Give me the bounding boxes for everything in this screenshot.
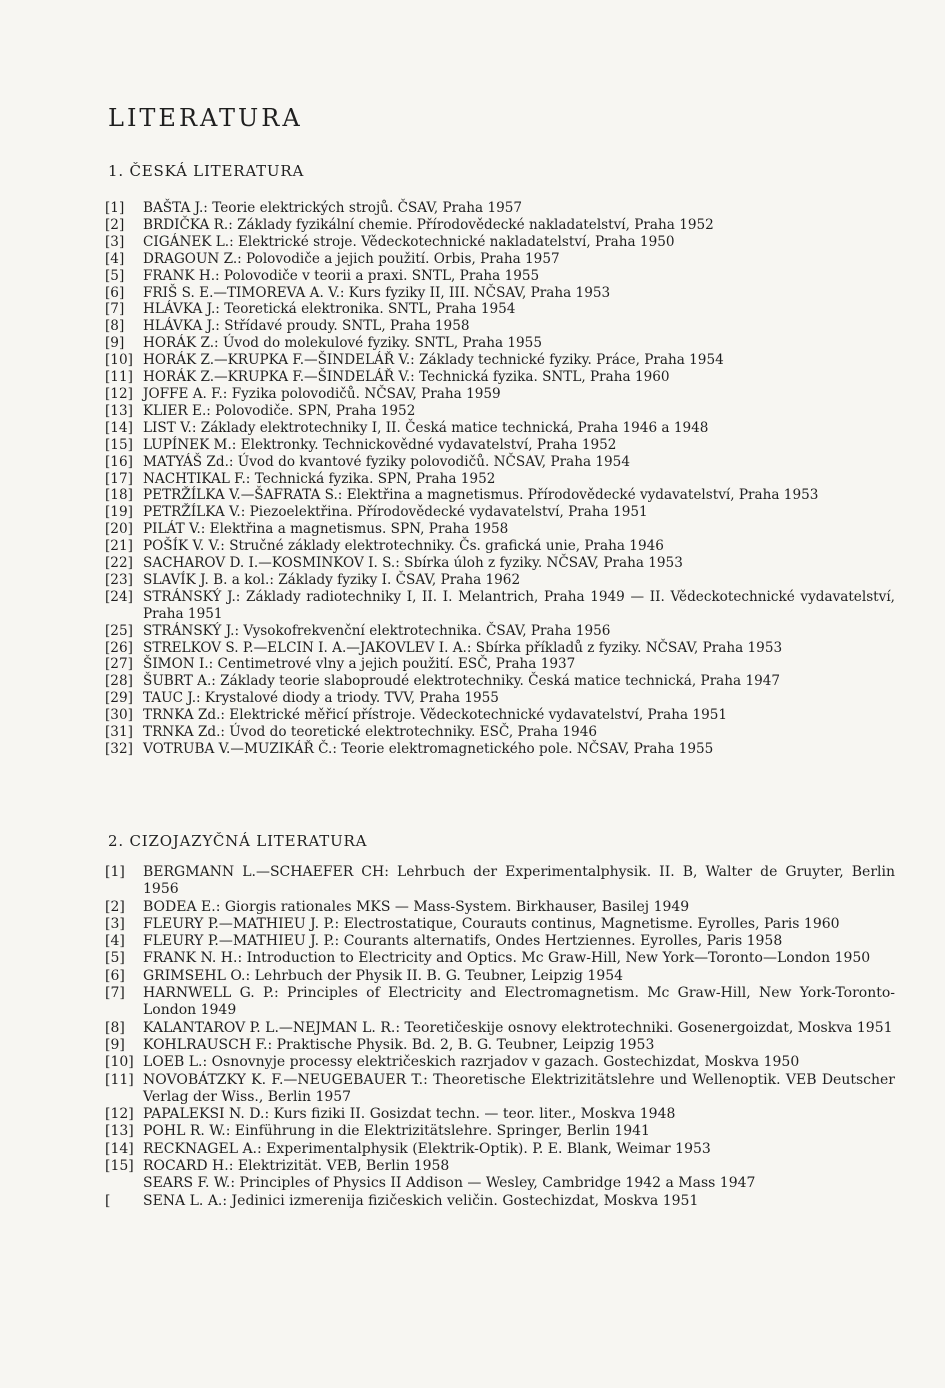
reference-item bbox=[105, 623, 895, 640]
reference-number: [14] bbox=[105, 1140, 134, 1157]
reference-text: STRELKOV S. P.—ELCIN I. A.—JAKOVLEV I. A.: Sbírka příkladů z fyziky. NČSAV, Praha 1953 bbox=[143, 639, 783, 656]
reference-item bbox=[105, 707, 895, 724]
reference-item bbox=[105, 504, 895, 521]
reference-item bbox=[105, 968, 895, 985]
reference-text: POŠÍK V. V.: Stručné základy elektrotechniky. Čs. grafická unie, Praha 1946 bbox=[143, 538, 664, 555]
reference-number: [10] bbox=[105, 1054, 134, 1071]
reference-text: KLIER E.: Polovodiče. SPN, Praha 1952 bbox=[143, 402, 416, 419]
reference-number: [9] bbox=[105, 335, 125, 352]
reference-item bbox=[105, 589, 895, 623]
reference-item bbox=[105, 301, 895, 318]
reference-number: [7] bbox=[105, 301, 125, 318]
reference-text: HORÁK Z.—KRUPKA F.—ŠINDELÁŘ V.: Základy technické fyziky. Práce, Praha 1954 bbox=[143, 352, 724, 369]
reference-number: [9] bbox=[105, 1036, 125, 1053]
reference-item bbox=[105, 1054, 895, 1071]
reference-item bbox=[105, 690, 895, 707]
reference-item bbox=[105, 352, 895, 369]
reference-text: NACHTIKAL F.: Technická fyzika. SPN, Praha 1952 bbox=[143, 470, 496, 487]
section-title-foreign: 2. CIZOJAZYČNÁ LITERATURA bbox=[108, 832, 368, 850]
reference-text: LOEB L.: Osnovnyje processy električeskich razrjadov v gazach. Gostechizdat, Moskva 1950 bbox=[143, 1054, 800, 1071]
reference-text: MATYÁŠ Zd.: Úvod do kvantové fyziky polovodičů. NČSAV, Praha 1954 bbox=[143, 453, 630, 470]
reference-item bbox=[105, 640, 895, 657]
reference-text: TRNKA Zd.: Úvod do teoretické elektrotechniky. ESČ, Praha 1946 bbox=[143, 724, 597, 741]
reference-text: CIGÁNEK L.: Elektrické stroje. Vědeckotechnické nakladatelství, Praha 1950 bbox=[143, 233, 675, 250]
reference-number: [19] bbox=[105, 504, 133, 521]
reference-number: [25] bbox=[105, 622, 133, 639]
reference-text: BRDIČKA R.: Základy fyzikální chemie. Přírodovědecké nakladatelství, Praha 1952 bbox=[143, 216, 714, 233]
reference-item bbox=[105, 1158, 895, 1175]
reference-number: [11] bbox=[105, 369, 133, 386]
reference-number: [24] bbox=[105, 588, 133, 605]
reference-text: FRANK H.: Polovodiče v teorii a praxi. SNTL, Praha 1955 bbox=[143, 267, 540, 284]
reference-text: ROCARD H.: Elektrizität. VEB, Berlin 1958 bbox=[143, 1158, 450, 1175]
reference-text: JOFFE A. F.: Fyzika polovodičů. NČSAV, Praha 1959 bbox=[143, 385, 501, 402]
reference-text: LUPÍNEK M.: Elektronky. Technickovědné vydavatelství, Praha 1952 bbox=[143, 436, 617, 453]
reference-item bbox=[105, 200, 895, 217]
reference-item bbox=[105, 403, 895, 420]
reference-item bbox=[105, 1175, 895, 1192]
reference-text: PETRŽÍLKA V.—ŠAFRATA S.: Elektřina a magnetismus. Přírodovědecké vydavatelství, Praha 1953 bbox=[143, 487, 819, 504]
reference-number: [6] bbox=[105, 284, 125, 301]
reference-number: [1] bbox=[105, 200, 125, 216]
reference-item bbox=[105, 1193, 895, 1210]
reference-text: PILÁT V.: Elektřina a magnetismus. SPN, Praha 1958 bbox=[143, 521, 509, 538]
reference-item bbox=[105, 437, 895, 454]
reference-number: [28] bbox=[105, 673, 133, 690]
reference-item bbox=[105, 1072, 895, 1107]
czech-reference-list bbox=[105, 200, 895, 758]
reference-number: [30] bbox=[105, 707, 133, 724]
reference-number: [16] bbox=[105, 453, 133, 470]
reference-text: SLAVÍK J. B. a kol.: Základy fyziky I. ČSAV, Praha 1962 bbox=[143, 571, 521, 588]
reference-item bbox=[105, 555, 895, 572]
reference-text: FRANK N. H.: Introduction to Electricity and Optics. Mc Graw-Hill, New York—Toronto—London 1950 bbox=[143, 950, 871, 967]
reference-number: [18] bbox=[105, 487, 133, 504]
reference-item bbox=[105, 268, 895, 285]
reference-item bbox=[105, 217, 895, 234]
reference-number: [2] bbox=[105, 216, 125, 233]
reference-item bbox=[105, 521, 895, 538]
reference-number: [17] bbox=[105, 470, 133, 487]
reference-number: [26] bbox=[105, 639, 133, 656]
reference-text: PETRŽÍLKA V.: Piezoelektřina. Přírodovědecké vydavatelství, Praha 1951 bbox=[143, 504, 648, 521]
reference-number: [12] bbox=[105, 1106, 134, 1123]
reference-text: KOHLRAUSCH F.: Praktische Physik. Bd. 2, B. G. Teubner, Leipzig 1953 bbox=[143, 1036, 655, 1053]
reference-number: [23] bbox=[105, 571, 133, 588]
reference-number: [20] bbox=[105, 521, 133, 538]
reference-number: [12] bbox=[105, 385, 133, 402]
reference-text: VOTRUBA V.—MUZIKÁŘ Č.: Teorie elektromagnetického pole. NČSAV, Praha 1955 bbox=[143, 741, 714, 757]
reference-item bbox=[105, 335, 895, 352]
reference-number: [5] bbox=[105, 950, 125, 967]
reference-number: [6] bbox=[105, 967, 125, 984]
reference-number: [10] bbox=[105, 352, 133, 369]
reference-item bbox=[105, 1123, 895, 1140]
reference-item bbox=[105, 1020, 895, 1037]
reference-number: [31] bbox=[105, 724, 133, 741]
reference-item bbox=[105, 916, 895, 933]
reference-text: PAPALEKSI N. D.: Kurs fiziki II. Gosizdat techn. — teor. liter., Moskva 1948 bbox=[143, 1106, 676, 1123]
reference-text: NOVOBÁTZKY K. F.—NEUGEBAUER T.: Theoretische Elektrizitätslehre und Wellenoptik. VEB Deutscher Verlag der Wiss., Berlin 1957 bbox=[143, 1071, 895, 1105]
reference-text: BODEA E.: Giorgis rationales MKS — Mass-System. Birkhauser, Basilej 1949 bbox=[143, 898, 690, 915]
reference-text: DRAGOUN Z.: Polovodiče a jejich použití. Orbis, Praha 1957 bbox=[143, 250, 560, 267]
reference-number: [5] bbox=[105, 267, 125, 284]
reference-item bbox=[105, 471, 895, 488]
reference-item bbox=[105, 1106, 895, 1123]
reference-text: FRIŠ S. E.—TIMOREVA A. V.: Kurs fyziky II, III. NČSAV, Praha 1953 bbox=[143, 284, 611, 301]
reference-number: [1] bbox=[105, 864, 125, 880]
reference-text: HARNWELL G. P.: Principles of Electricity and Electromagnetism. Mc Graw-Hill, New York-Toronto-London 1949 bbox=[143, 985, 895, 1019]
reference-text: BERGMANN L.—SCHAEFER CH: Lehrbuch der Experimentalphysik. II. B, Walter de Gruyter, Berlin 1956 bbox=[143, 864, 895, 898]
section-title-czech: 1. ČESKÁ LITERATURA bbox=[108, 162, 305, 180]
reference-number: [11] bbox=[105, 1071, 134, 1088]
reference-text: SACHAROV D. I.—KOSMINKOV I. S.: Sbírka úloh z fyziky. NČSAV, Praha 1953 bbox=[143, 555, 683, 572]
reference-number: [2] bbox=[105, 898, 125, 915]
reference-number: [14] bbox=[105, 419, 133, 436]
reference-text: LIST V.: Základy elektrotechniky I, II. Česká matice technická, Praha 1946 a 1948 bbox=[143, 419, 709, 436]
reference-item bbox=[105, 538, 895, 555]
reference-text: ŠUBRT A.: Základy teorie slaboproudé elektrotechniky. Česká matice technická, Praha 1947 bbox=[143, 673, 781, 690]
page-title: LITERATURA bbox=[108, 104, 303, 132]
reference-number: [8] bbox=[105, 1019, 125, 1036]
reference-item bbox=[105, 454, 895, 471]
reference-number: [3] bbox=[105, 233, 125, 250]
reference-item bbox=[105, 724, 895, 741]
reference-item bbox=[105, 656, 895, 673]
reference-number: [4] bbox=[105, 250, 125, 267]
reference-text: SENA L. A.: Jedinici izmerenija fizičeskich veličin. Gostechizdat, Moskva 1951 bbox=[143, 1192, 699, 1209]
reference-item bbox=[105, 673, 895, 690]
reference-item bbox=[105, 487, 895, 504]
reference-text: HLÁVKA J.: Střídavé proudy. SNTL, Praha 1958 bbox=[143, 318, 470, 335]
reference-text: HORÁK Z.—KRUPKA F.—ŠINDELÁŘ V.: Technická fyzika. SNTL, Praha 1960 bbox=[143, 369, 670, 386]
reference-number: [21] bbox=[105, 538, 133, 555]
reference-number: [22] bbox=[105, 555, 133, 572]
reference-text: HLÁVKA J.: Teoretická elektronika. SNTL, Praha 1954 bbox=[143, 301, 516, 318]
reference-number: [27] bbox=[105, 656, 133, 673]
reference-text: STRÁNSKÝ J.: Základy radiotechniky I, II. I. Melantrich, Praha 1949 — II. Vědeckotechnické vydavatelství, Praha 1951 bbox=[143, 588, 895, 622]
reference-text: POHL R. W.: Einführung in die Elektrizitätslehre. Springer, Berlin 1941 bbox=[143, 1123, 650, 1140]
reference-number: [3] bbox=[105, 915, 125, 932]
reference-item bbox=[105, 899, 895, 916]
reference-item bbox=[105, 234, 895, 251]
reference-number: [32] bbox=[105, 741, 133, 757]
reference-text: GRIMSEHL O.: Lehrbuch der Physik II. B. G. Teubner, Leipzig 1954 bbox=[143, 967, 624, 984]
reference-item bbox=[105, 369, 895, 386]
reference-item bbox=[105, 933, 895, 950]
reference-item bbox=[105, 1141, 895, 1158]
reference-item bbox=[105, 864, 895, 899]
reference-number: [29] bbox=[105, 690, 133, 707]
reference-item bbox=[105, 1037, 895, 1054]
reference-text: FLEURY P.—MATHIEU J. P.: Electrostatique, Courauts continus, Magnetisme. Eyrolles, Paris 1960 bbox=[143, 915, 840, 932]
reference-item bbox=[105, 985, 895, 1020]
reference-item bbox=[105, 741, 895, 758]
reference-text: TRNKA Zd.: Elektrické měřicí přístroje. Vědeckotechnické vydavatelství, Praha 1951 bbox=[143, 707, 728, 724]
reference-item bbox=[105, 318, 895, 335]
reference-item bbox=[105, 386, 895, 403]
reference-text: BAŠTA J.: Teorie elektrických strojů. ČSAV, Praha 1957 bbox=[143, 200, 523, 216]
reference-number: [7] bbox=[105, 985, 125, 1002]
reference-text: ŠIMON I.: Centimetrové vlny a jejich použití. ESČ, Praha 1937 bbox=[143, 656, 576, 673]
reference-text: RECKNAGEL A.: Experimentalphysik (Elektrik-Optik). P. E. Blank, Weimar 1953 bbox=[143, 1140, 711, 1157]
reference-item bbox=[105, 420, 895, 437]
reference-number: [15] bbox=[105, 436, 133, 453]
reference-text: STRÁNSKÝ J.: Vysokofrekvenční elektrotechnika. ČSAV, Praha 1956 bbox=[143, 622, 611, 639]
reference-item bbox=[105, 572, 895, 589]
reference-number: [4] bbox=[105, 933, 125, 950]
reference-number: [15] bbox=[105, 1158, 134, 1175]
reference-number: [13] bbox=[105, 1123, 134, 1140]
reference-text: KALANTAROV P. L.—NEJMAN L. R.: Teoretičeskije osnovy elektrotechniki. Gosenergoizdat, Moskva 1951 bbox=[143, 1019, 893, 1036]
reference-item bbox=[105, 950, 895, 967]
reference-number: [8] bbox=[105, 318, 125, 335]
reference-item bbox=[105, 285, 895, 302]
foreign-reference-list bbox=[105, 864, 895, 1210]
reference-item bbox=[105, 251, 895, 268]
reference-text: HORÁK Z.: Úvod do molekulové fyziky. SNTL, Praha 1955 bbox=[143, 335, 542, 352]
reference-text: SEARS F. W.: Principles of Physics II Addison — Wesley, Cambridge 1942 a Mass 1947 bbox=[143, 1175, 756, 1192]
reference-number: [ bbox=[105, 1192, 111, 1209]
reference-text: FLEURY P.—MATHIEU J. P.: Courants alternatifs, Ondes Hertziennes. Eyrolles, Paris 1958 bbox=[143, 933, 783, 950]
reference-number: [13] bbox=[105, 402, 133, 419]
reference-text: TAUC J.: Krystalové diody a triody. TVV, Praha 1955 bbox=[143, 690, 499, 707]
